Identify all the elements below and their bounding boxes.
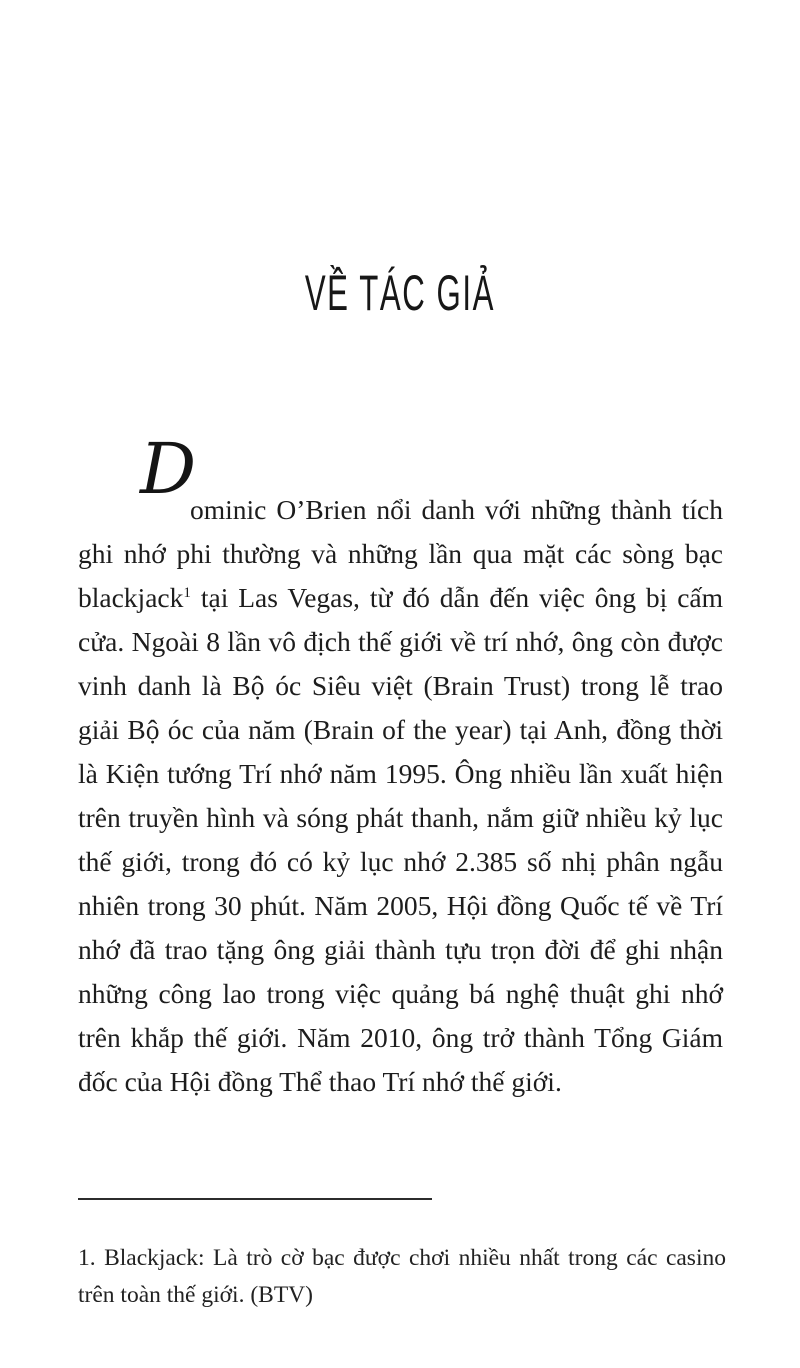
bio-text-before-footnote-ref: ominic O’Brien nổi danh với những thành tích ghi nhớ phi thường và những lần qua mặt các sòng bạc blackjack <box>78 493 723 613</box>
bio-text-after-footnote-ref: tại Las Vegas, từ đó dẫn đến việc ông bị cấm cửa. Ngoài 8 lần vô địch thế giới về trí nhớ, ông còn được vinh danh là Bộ óc Siêu việt (Brain Trust) trong lễ trao giải Bộ óc của năm (Brain of the year) tại Anh, đồng thời là Kiện tướng Trí nhớ năm 1995. Ông nhiều lần xuất hiện trên truyền hình và sóng phát thanh, nắm giữ nhiều kỷ lục thế giới, trong đó có kỷ lục nhớ 2.385 số nhị phân ngẫu nhiên trong 30 phút. Năm 2005, Hội đồng Quốc tế về Trí nhớ đã trao tặng ông giải thành tựu trọn đời để ghi nhận những công lao trong việc quảng bá nghệ thuật ghi nhớ trên khắp thế giới. Năm 2010, ông trở thành Tổng Giám đốc của Hội đồng Thể thao Trí nhớ thế giới. <box>78 581 723 1097</box>
footnote-marker: 1. <box>78 1244 96 1271</box>
drop-cap: D <box>140 428 197 510</box>
page-title-text: VỀ TÁC GIẢ <box>304 266 496 322</box>
footnote <box>78 1240 726 1314</box>
author-bio-paragraph <box>78 488 723 1104</box>
page-title <box>0 266 800 322</box>
footnote-reference-marker: 1 <box>183 584 191 601</box>
footnote-separator <box>78 1198 432 1200</box>
footnote-text: Blackjack: Là trò cờ bạc được chơi nhiều nhất trong các casino trên toàn thế giới. (BTV) <box>78 1244 726 1308</box>
